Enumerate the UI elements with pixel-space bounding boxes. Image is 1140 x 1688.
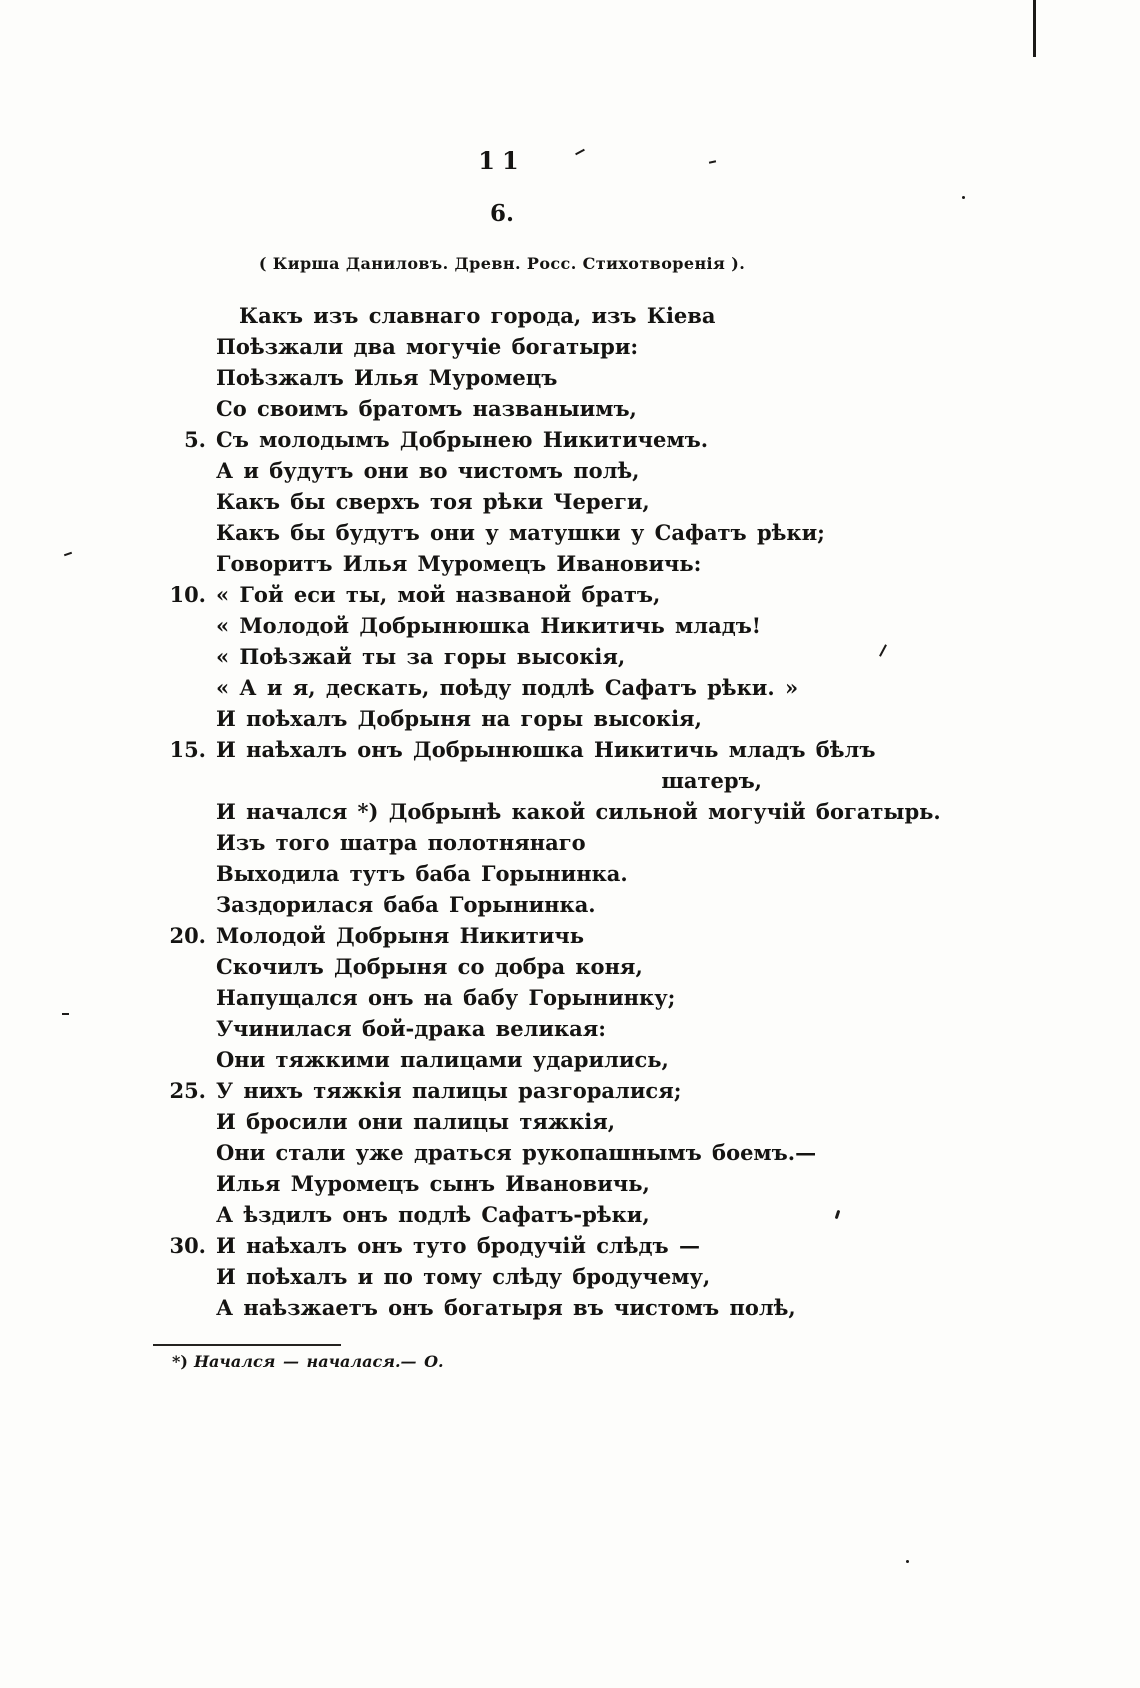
poem-line xyxy=(166,982,872,1013)
line-text: И наѣхалъ онъ туто бродучій слѣдъ — xyxy=(216,1233,700,1258)
scan-artifact-tick xyxy=(879,644,887,656)
poem-line xyxy=(166,1292,872,1323)
poem-line xyxy=(166,424,872,455)
line-number xyxy=(166,393,206,424)
line-number: 30. xyxy=(169,1233,206,1258)
poem-line xyxy=(166,672,872,703)
line-number xyxy=(166,1168,206,1199)
line-number xyxy=(166,1044,206,1075)
line-number xyxy=(166,1199,206,1230)
scan-artifact-tick xyxy=(64,552,72,557)
line-text: Они стали уже драться рукопашнымъ боемъ.— xyxy=(216,1140,817,1165)
footnote-text: Начался — началася.— О. xyxy=(193,1352,444,1371)
footnote-divider xyxy=(153,1344,341,1346)
line-number xyxy=(166,796,206,827)
poem-line xyxy=(166,703,872,734)
line-number: 10. xyxy=(169,582,206,607)
line-number xyxy=(166,1137,206,1168)
line-number xyxy=(166,641,206,672)
line-text: « Гой еси ты, мой названой братъ, xyxy=(216,582,661,607)
scan-artifact-dot xyxy=(906,1560,909,1563)
line-text: Поѣзжали два могучіе богатыри: xyxy=(216,334,639,359)
line-text: И бросили они палицы тяжкія, xyxy=(216,1109,616,1134)
line-number xyxy=(166,982,206,1013)
line-text: Илья Муромецъ сынъ Ивановичь, xyxy=(216,1171,650,1196)
line-number xyxy=(166,858,206,889)
line-text: Они тяжкими палицами ударились, xyxy=(216,1047,669,1072)
page-number: 11 xyxy=(478,146,526,175)
poem-line xyxy=(166,579,872,610)
line-number xyxy=(166,300,206,331)
poem-line xyxy=(166,765,872,796)
line-number xyxy=(166,1261,206,1292)
line-text: И поѣхалъ Добрыня на горы высокія, xyxy=(216,706,702,731)
poem-line xyxy=(166,641,872,672)
line-number xyxy=(166,548,206,579)
line-number: 20. xyxy=(169,923,206,948)
poem-line xyxy=(166,331,872,362)
poem-line xyxy=(166,951,872,982)
poem-line xyxy=(166,486,872,517)
line-text: Скочилъ Добрыня со добра коня, xyxy=(216,954,643,979)
scan-artifact-dot xyxy=(962,196,965,199)
line-number xyxy=(166,703,206,734)
poem-line xyxy=(166,1168,872,1199)
line-text: Учинилася бой-драка великая: xyxy=(216,1016,607,1041)
poem-line xyxy=(166,455,872,486)
poem-line xyxy=(166,1230,872,1261)
scan-artifact-tick xyxy=(62,1013,69,1015)
line-number xyxy=(166,889,206,920)
poem-line xyxy=(166,920,872,951)
source-citation: ( Кирша Даниловъ. Древн. Росс. Стихотворенія ). xyxy=(258,254,746,273)
footnote xyxy=(172,1352,444,1371)
line-text: И наѣхалъ онъ Добрынюшка Никитичь младъ бѣлъ xyxy=(216,737,876,762)
line-text: Молодой Добрыня Никитичь xyxy=(216,923,584,948)
poem-line xyxy=(166,1137,872,1168)
line-text: Говоритъ Илья Муромецъ Ивановичь: xyxy=(216,551,702,576)
footnote-marker: *) xyxy=(172,1352,188,1371)
line-number xyxy=(166,362,206,393)
poem-line xyxy=(166,734,876,765)
poem-line xyxy=(166,517,872,548)
line-number xyxy=(166,1106,206,1137)
line-text: Выходила тутъ баба Горынинка. xyxy=(216,861,628,886)
section-number: 6. xyxy=(489,200,514,227)
line-text: Со своимъ братомъ названыимъ, xyxy=(216,396,637,421)
line-text: Съ молодымъ Добрынею Никитичемъ. xyxy=(216,427,709,452)
line-number xyxy=(166,517,206,548)
line-number xyxy=(166,455,206,486)
line-number xyxy=(166,951,206,982)
line-text: У нихъ тяжкія палицы разгоралися; xyxy=(216,1078,682,1103)
line-text: И поѣхалъ и по тому слѣду бродучему, xyxy=(216,1264,711,1289)
poem xyxy=(166,300,941,1323)
line-number: 15. xyxy=(169,737,206,762)
line-number xyxy=(166,1292,206,1323)
poem-line xyxy=(166,1199,872,1230)
line-number xyxy=(166,486,206,517)
poem-line xyxy=(166,1044,872,1075)
line-number xyxy=(166,672,206,703)
poem-line xyxy=(166,889,872,920)
scan-artifact-edge-line xyxy=(1033,0,1036,57)
line-number xyxy=(166,610,206,641)
line-text: Поѣзжалъ Илья Муромецъ xyxy=(216,365,558,390)
line-number xyxy=(166,331,206,362)
line-text: Какъ бы сверхъ тоя рѣки Череги, xyxy=(216,489,650,514)
poem-line xyxy=(166,1261,872,1292)
line-text: Напущался онъ на бабу Горынинку; xyxy=(216,985,676,1010)
line-text: « Поѣзжай ты за горы высокія, xyxy=(216,644,626,669)
line-text: Какъ изъ славнаго города, изъ Кіева xyxy=(239,303,716,328)
line-number: 5. xyxy=(184,427,206,452)
poem-line xyxy=(166,827,872,858)
line-text: Изъ того шатра полотнянаго xyxy=(216,830,586,855)
poem-line xyxy=(166,858,872,889)
line-number xyxy=(166,827,206,858)
line-text: « А и я, дескать, поѣду подлѣ Сафатъ рѣки. » xyxy=(216,675,799,700)
line-number xyxy=(166,1013,206,1044)
poem-line xyxy=(166,796,941,827)
poem-line xyxy=(166,1075,872,1106)
poem-line xyxy=(166,610,872,641)
poem-line xyxy=(166,1106,872,1137)
line-text: « Молодой Добрынюшка Никитичь младъ! xyxy=(216,613,762,638)
line-text: Заздорилася баба Горынинка. xyxy=(216,892,596,917)
line-text: Какъ бы будутъ они у матушки у Сафатъ рѣки; xyxy=(216,520,825,545)
poem-line xyxy=(166,300,872,331)
line-text: И начался *) Добрынѣ какой сильной могучій богатырь. xyxy=(216,799,941,824)
poem-line xyxy=(166,393,872,424)
poem-line xyxy=(166,362,872,393)
poem-line xyxy=(166,548,872,579)
line-number xyxy=(166,765,206,796)
line-text: шатеръ, xyxy=(661,768,762,793)
line-text: А и будутъ они во чистомъ полѣ, xyxy=(216,458,640,483)
line-number: 25. xyxy=(169,1078,206,1103)
poem-line xyxy=(166,1013,872,1044)
line-text: А наѣзжаетъ онъ богатыря въ чистомъ полѣ, xyxy=(216,1295,796,1320)
line-text: А ѣздилъ онъ подлѣ Сафатъ-рѣки, xyxy=(216,1202,650,1227)
